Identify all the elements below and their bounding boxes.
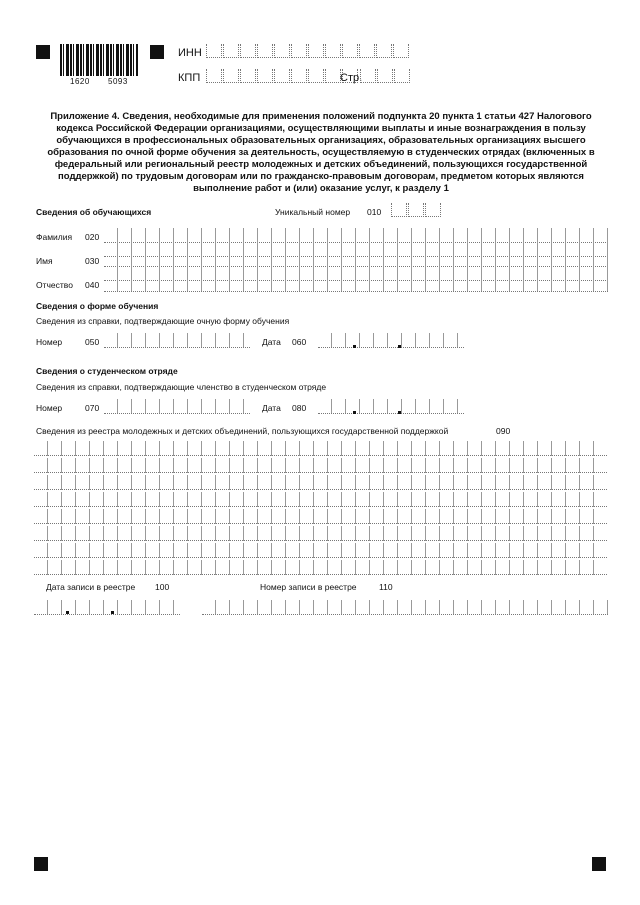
study-date-dot-1 [353, 345, 356, 348]
registry-date-dot-1 [66, 611, 69, 614]
registry-label: Сведения из реестра молодежных и детских объединений, пользующихся государственной поддержкой [36, 426, 449, 436]
team-date-field[interactable] [318, 399, 464, 414]
team-date-label: Дата [262, 403, 281, 413]
registry-field-row7[interactable] [34, 543, 607, 558]
surname-field-row1[interactable] [104, 228, 608, 243]
study-form-section-title: Сведения о форме обучения [36, 301, 159, 311]
study-number-code: 050 [85, 337, 100, 347]
patronymic-label: Отчество [36, 280, 73, 290]
students-section-title: Сведения об обучающихся [36, 207, 152, 217]
team-date-code: 080 [292, 403, 307, 413]
page-label: Стр. [340, 72, 363, 84]
corner-marker-top-left [36, 45, 50, 59]
inn-label: ИНН [178, 47, 202, 59]
study-date-code: 060 [292, 337, 307, 347]
registry-field-row1[interactable] [34, 441, 607, 456]
patronymic-field[interactable] [104, 277, 608, 292]
study-date-label: Дата [262, 337, 281, 347]
unique-number-field[interactable] [391, 203, 442, 217]
study-form-subtitle: Сведения из справки, подтверждающие очную форму обучения [36, 316, 290, 326]
registry-number-code: 110 [379, 582, 393, 592]
corner-marker-top-center [150, 45, 164, 59]
kpp-label: КПП [178, 72, 201, 84]
inn-field[interactable] [206, 44, 410, 58]
first-name-code: 030 [85, 256, 100, 266]
registry-code: 090 [496, 426, 511, 436]
registry-date-dot-2 [111, 611, 114, 614]
patronymic-code: 040 [85, 280, 100, 290]
surname-label: Фамилия [36, 232, 73, 242]
registry-field-row6[interactable] [34, 526, 607, 541]
barcode [60, 44, 138, 76]
registry-date-code: 100 [155, 582, 170, 592]
surname-code: 020 [85, 232, 100, 242]
registry-field-row3[interactable] [34, 475, 607, 490]
team-date-dot-1 [353, 411, 356, 414]
corner-marker-bottom-right [592, 857, 606, 871]
team-date-dot-2 [398, 411, 401, 414]
kpp-field[interactable] [206, 69, 359, 83]
study-date-field[interactable] [318, 333, 464, 348]
registry-field-row5[interactable] [34, 509, 607, 524]
student-team-section-title: Сведения о студенческом отряде [36, 366, 178, 376]
registry-date-field[interactable] [34, 600, 180, 615]
registry-number-field[interactable] [202, 600, 608, 615]
study-number-field[interactable] [104, 333, 250, 348]
registry-field-row4[interactable] [34, 492, 607, 507]
unique-number-label: Уникальный номер [275, 207, 351, 217]
first-name-label: Имя [36, 256, 53, 266]
study-date-dot-2 [398, 345, 401, 348]
team-number-code: 070 [85, 403, 100, 413]
registry-number-label: Номер записи в реестре [260, 582, 357, 592]
team-number-label: Номер [36, 403, 63, 413]
registry-date-label: Дата записи в реестре [46, 582, 136, 592]
registry-field-row2[interactable] [34, 458, 607, 473]
team-number-field[interactable] [104, 399, 250, 414]
appendix-title: Приложение 4. Сведения, необходимые для применения положений подпункта 20 пункта 1 статьи 427 Налогового кодекса Российской Федерации организациями, осуществляющими выплаты и иные вознаграждения в пользу обучающихся в профессиональных образовательных организациях, образовательных организациях высшего образования по очной форме обучения за деятельность, осуществляемую в студенческих отрядах (включенных в федеральный или региональный реестр молодежных и детских объединений, пользующихся государственной поддержкой) по трудовым договорам или по гражданско-правовым договорам, предметом которых являются выполнение работ и (или) оказание услуг, к разделу 1 [47, 111, 595, 194]
barcode-number-left: 1620 [70, 77, 90, 86]
page-number-field[interactable] [360, 69, 411, 83]
student-team-subtitle: Сведения из справки, подтверждающие членство в студенческом отряде [36, 382, 327, 392]
first-name-field-row1[interactable] [104, 252, 608, 267]
unique-number-code: 010 [367, 207, 382, 217]
registry-field-row8[interactable] [34, 560, 607, 575]
corner-marker-bottom-left [34, 857, 48, 871]
barcode-number-right: 5093 [108, 77, 128, 86]
study-number-label: Номер [36, 337, 63, 347]
